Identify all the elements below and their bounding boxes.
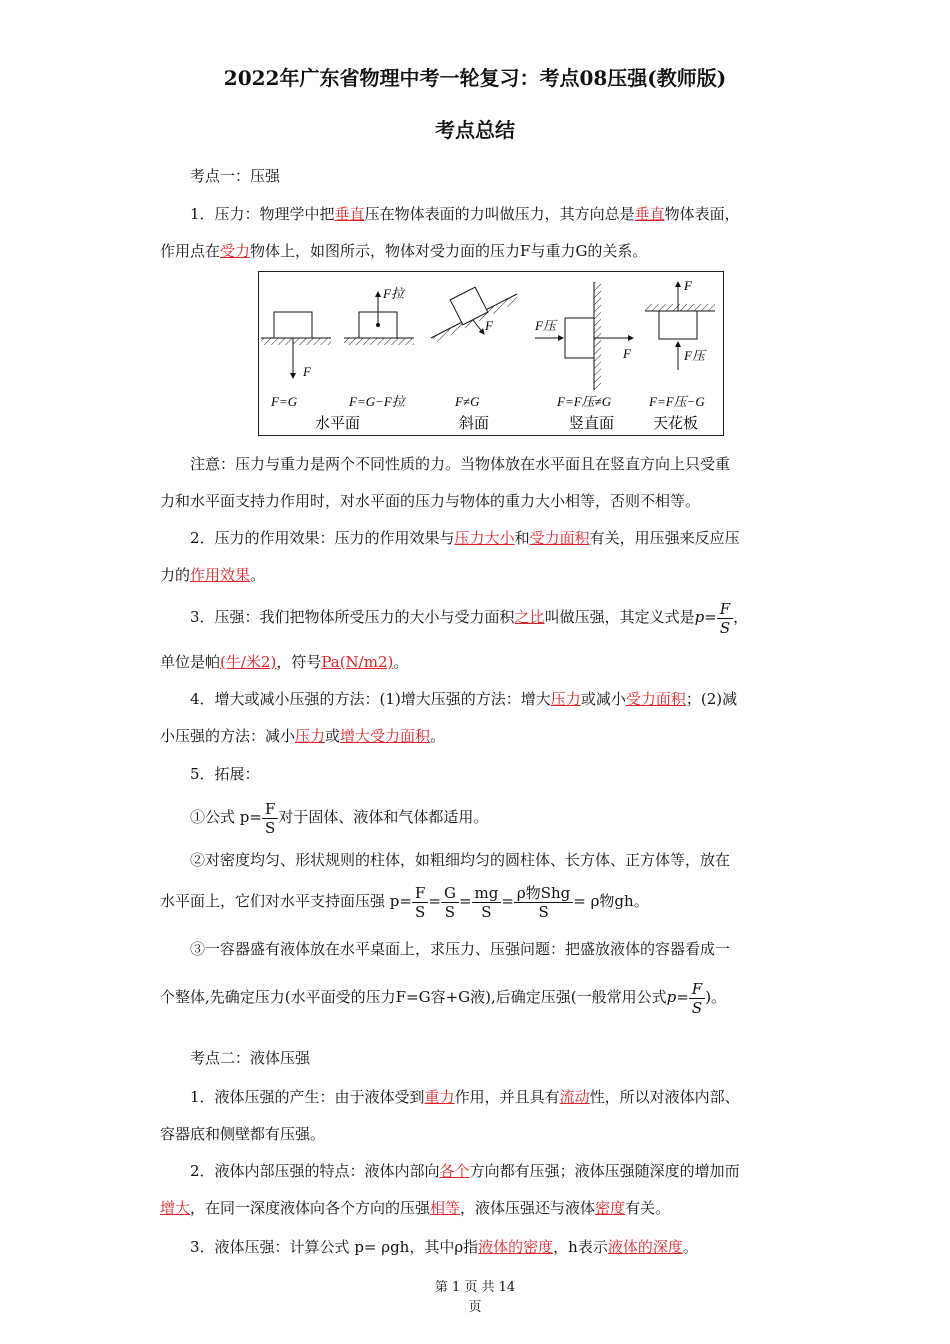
note-line-2: 力和水平面支持力作用时，对水平面的压力与物体的重力大小相等，否则不相等。 — [160, 492, 701, 510]
liquid-1-line-2: 容器底和侧壁都有压强。 — [160, 1125, 326, 1143]
paragraph-5: 5．拓展： — [190, 765, 260, 783]
paragraph-3-line-2: 单位是帕(牛/米2)，符号Pa(N/m2)。 — [160, 653, 409, 671]
paragraph-4-line-1: 4．增大或减小压强的方法：(1)增大压强的方法：增大压力或减小受力面积；(2)减 — [190, 690, 738, 708]
fig-eq-2: F=G−F拉 — [349, 394, 405, 409]
fig-eq-1: F=G — [271, 394, 298, 409]
paragraph-1-line-1: 1．压力：物理学中把垂直压在物体表面的力叫做压力，其方向总是垂直物体表面， — [190, 205, 740, 223]
fig-caption-1: 水平面 — [315, 416, 361, 432]
fig-label-fla: F拉 — [383, 286, 404, 301]
extension-2-line-2: 水平面上，它们对水平支持面压强 p= $\frac{F}{S}$ = $\frac{G}{S}$ = $\frac{mg}{S}$ = $\frac{\text{ρ物Shg}}{S}$ = ρ物gh。 — [160, 883, 649, 921]
extension-2-line-1: ②对密度均匀、形状规则的柱体，如粗细均匀的圆柱体、长方体、正方体等，放在 — [190, 851, 731, 869]
fig-eq-5: F=F压−G — [649, 394, 705, 409]
liquid-3: 3．液体压强：计算公式 p= ρgh，其中ρ指液体的密度，h表示液体的深度。 — [190, 1238, 698, 1256]
fig-eq-3: F≠G — [455, 394, 480, 409]
fig-eq-4: F=F压≠G — [557, 394, 612, 409]
fig-label-fya2: F压 — [684, 348, 705, 363]
section-title: 考点总结 — [435, 118, 515, 142]
fig-label-fya: F压 — [535, 318, 556, 333]
liquid-2-line-2: 增大，在同一深度液体向各个方向的压强相等，液体压强还与液体密度有关。 — [160, 1199, 671, 1217]
liquid-2-line-1: 2．液体内部压强的特点：液体内部向各个方向都有压强；液体压强随深度的增加而 — [190, 1162, 740, 1180]
section-heading-2: 考点二：液体压强 — [190, 1049, 311, 1067]
fig-caption-4: 天花板 — [653, 416, 699, 432]
extension-1: ①公式 p= $\frac{F}{S}$ 对于固体、液体和气体都适用。 — [190, 799, 489, 837]
extension-3-line-2: 个整体,先确定压力(水平面受的压力F=G容+G液),后确定压强(一般常用公式p= $\frac{F}{S}$ )。 — [160, 979, 727, 1017]
fig-label-f5: F — [684, 278, 692, 293]
liquid-1-line-1: 1．液体压强的产生：由于液体受到重力作用，并且具有流动性，所以对液体内部、 — [190, 1088, 740, 1106]
page-title: 2022年广东省物理中考一轮复习：考点08压强(教师版) — [223, 66, 727, 90]
fig-caption-2: 斜面 — [459, 416, 490, 432]
paragraph-2-line-1: 2．压力的作用效果：压力的作用效果与压力大小和受力面积有关，用压强来反应压 — [190, 529, 740, 547]
formula-fraction: $\frac{F}{S}$ — [717, 600, 733, 637]
page-footer-line-2: 页 — [468, 1300, 482, 1315]
fig-label-f1: F — [303, 364, 311, 379]
fig-label-f4: F — [623, 346, 631, 361]
fig-caption-3: 竖直面 — [569, 416, 615, 432]
fig-label-f3: F — [485, 318, 493, 333]
paragraph-3-line-1: 3．压强：我们把物体所受压力的大小与受力面积之比叫做压强，其定义式是p= $\frac{F}{S}$ ， — [190, 599, 749, 637]
note-line-1: 注意：压力与重力是两个不同性质的力。当物体放在水平面且在竖直方向上只受重 — [190, 455, 731, 473]
section-heading-1: 考点一：压强 — [190, 167, 281, 185]
paragraph-4-line-2: 小压强的方法：减小压力或增大受力面积。 — [160, 727, 446, 745]
extension-3-line-1: ③一容器盛有液体放在水平桌面上，求压力、压强问题：把盛放液体的容器看成一 — [190, 940, 731, 958]
pressure-figure — [258, 271, 724, 436]
page-footer-line-1: 第 1 页 共 14 — [434, 1280, 516, 1295]
paragraph-2-line-2: 力的作用效果。 — [160, 566, 266, 584]
paragraph-1-line-2: 作用点在受力物体上，如图所示，物体对受力面的压力F与重力G的关系。 — [160, 242, 648, 260]
